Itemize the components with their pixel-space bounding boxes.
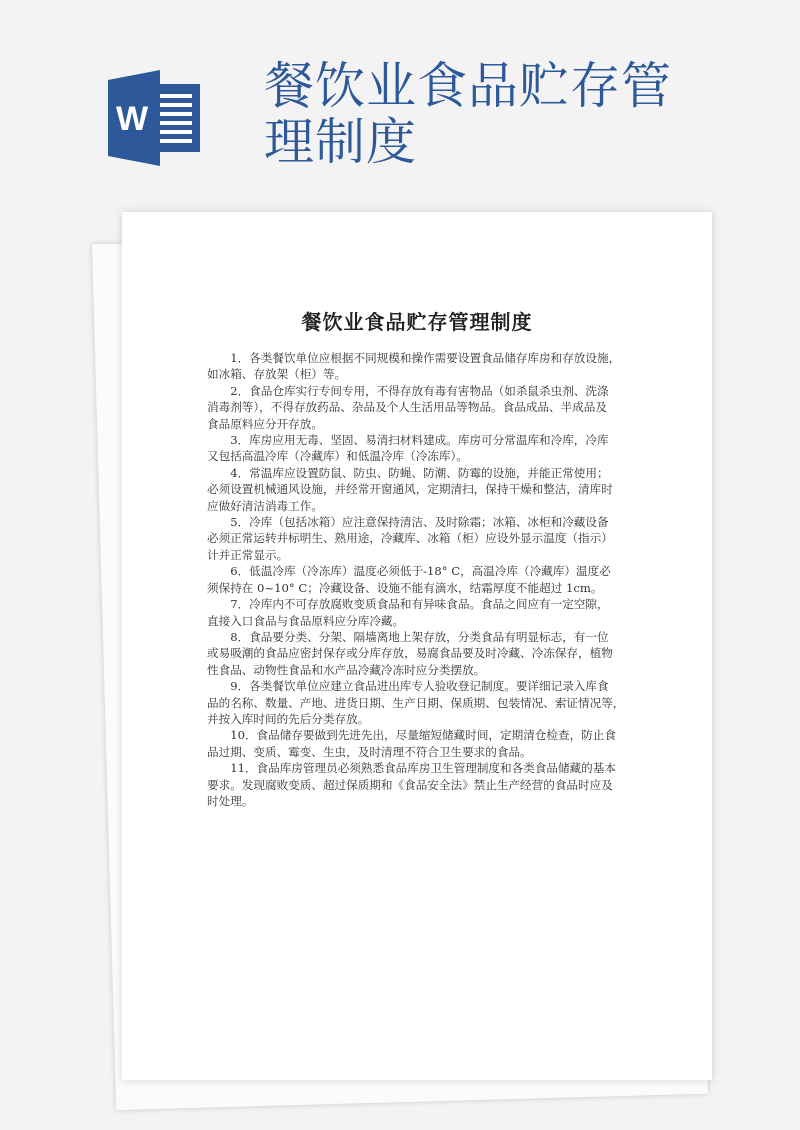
- paragraph-line: 应做好清洁消毒工作。: [207, 498, 323, 513]
- paragraph-line: 又包括高温冷库（冷藏库）和低温冷库（冷冻库）。: [207, 449, 468, 464]
- paragraph-line: 食品原料应分开存放。: [207, 416, 323, 431]
- paragraph: [207, 563, 637, 596]
- paragraph: [207, 760, 637, 809]
- paragraph: [207, 678, 637, 727]
- paragraph-line: 4．常温库应设置防鼠、防虫、防蝇、防潮、防霉的设施，并能正常使用；: [230, 465, 609, 480]
- document-page: [122, 212, 712, 1080]
- paragraph-line: 性食品、动物性食品和水产品冷藏冷冻时应分类摆放。: [207, 662, 486, 677]
- paragraph-line: 必须设置机械通风设施，并经常开窗通风，定期清扫，保持干燥和整洁，清库时: [207, 482, 613, 497]
- paragraph-line: 如冰箱、存放架（柜）等。: [207, 367, 347, 382]
- paragraph-line: 必须正常运转并标明生、熟用途，冷藏库、冰箱（柜）应设外显示温度（指示）: [207, 531, 613, 546]
- paragraph: [207, 432, 637, 465]
- paragraph: [207, 629, 637, 678]
- paragraph-line: 品过期、变质、霉变、生虫，及时清理不符合卫生要求的食品。: [207, 744, 532, 759]
- paragraph-line: 11．食品库房管理员必须熟悉食品库房卫生管理制度和各类食品储藏的基本: [230, 761, 616, 776]
- paragraph-line: 7．冷库内不可存放腐败变质食品和有异味食品。食品之间应有一定空隙，: [230, 597, 609, 612]
- paragraph-line: 要求。发现腐败变质、超过保质期和《食品安全法》禁止生产经营的食品时应及: [207, 777, 613, 792]
- header-title: 餐饮业食品贮存管理制度: [264, 57, 672, 171]
- paragraph-line: 并按入库时间的先后分类存放。: [207, 711, 370, 726]
- paragraph-line: 或易吸潮的食品应密封保存或分库存放，易腐食品要及时冷藏、冷冻保存，植物: [207, 646, 613, 661]
- paragraph: [207, 727, 637, 760]
- paragraph-line: 直接入口食品与食品原料应分库冷藏。: [207, 613, 405, 628]
- document-title: 餐饮业食品贮存管理制度: [301, 310, 533, 334]
- paragraph-line: 时处理。: [207, 793, 254, 808]
- paragraph: [207, 350, 637, 383]
- paragraph-line: 须保持在 0~10° C；冷藏设备、设施不能有滴水，结霜厚度不能超过 1cm。: [207, 580, 603, 595]
- paragraph-line: 3．库房应用无毒、坚固、易清扫材料建成。库房可分常温库和冷库，冷库: [230, 433, 609, 448]
- paragraph-line: 品的名称、数量、产地、进货日期、生产日期、保质期、包装情况、索证情况等，: [207, 695, 625, 710]
- paragraph: [207, 465, 637, 514]
- word-icon-letter: W: [115, 100, 149, 138]
- paragraph-line: 6．低温冷库（冷冻库）温度必须低于-18° C，高温冷库（冷藏库）温度必: [230, 564, 611, 579]
- paragraph-line: 9．各类餐饮单位应建立食品进出库专人验收登记制度。要详细记录入库食: [230, 679, 609, 694]
- paragraph: [207, 596, 637, 629]
- paragraph-line: 8．食品要分类、分架、隔墙离地上架存放，分类食品有明显标志，有一位: [230, 629, 609, 644]
- word-document-icon: [108, 70, 204, 166]
- paragraph-line: 1．各类餐饮单位应根据不同规模和操作需要设置食品储存库房和存放设施，: [230, 351, 621, 365]
- paragraph-line: 10．食品储存要做到先进先出，尽量缩短储藏时间，定期清仓检查，防止食: [230, 728, 616, 743]
- paragraph-line: 计并正常显示。: [207, 547, 289, 562]
- paragraph: [207, 514, 637, 563]
- paragraph-line: 2．食品仓库实行专间专用，不得存放有毒有害物品（如杀鼠杀虫剂、洗涤: [230, 383, 609, 398]
- paragraph-line: 消毒剂等），不得存放药品、杂品及个人生活用品等物品。食品成品、半成品及: [207, 400, 607, 415]
- paragraph: [207, 383, 637, 432]
- paragraph-line: 5．冷库（包括冰箱）应注意保持清洁、及时除霜；冰箱、冰柜和冷藏设备: [230, 515, 609, 530]
- document-body: [207, 350, 637, 809]
